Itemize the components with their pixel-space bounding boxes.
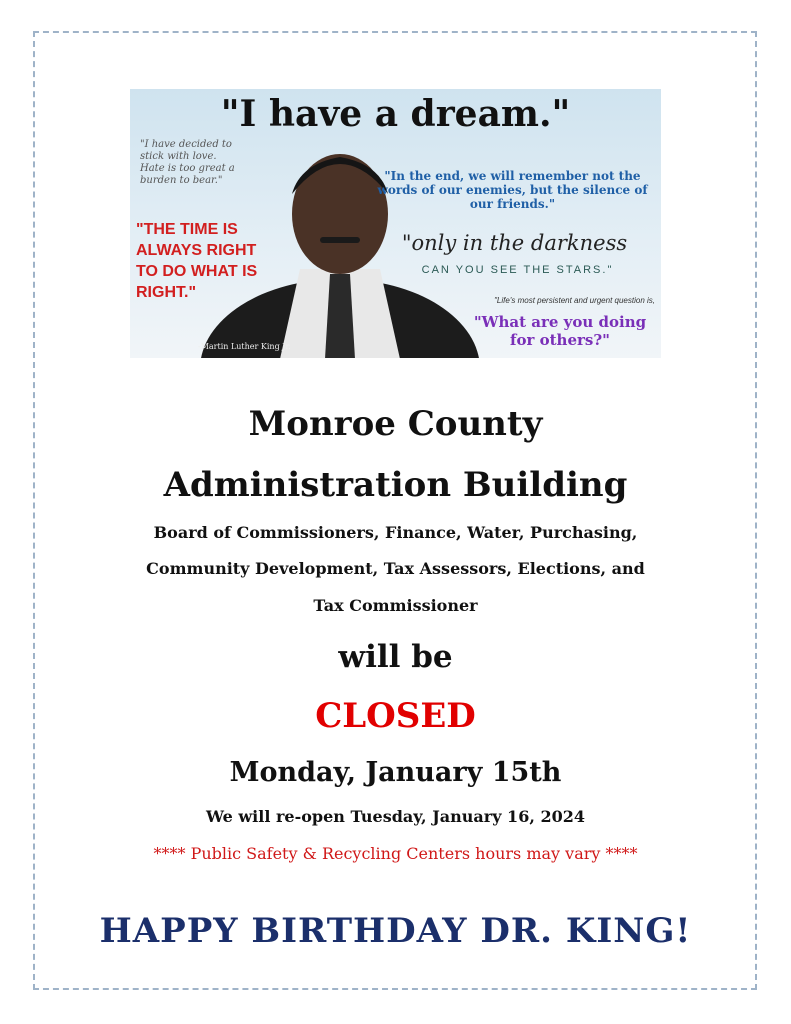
banner-life-quote: "Life's most persistent and urgent question is, [494,296,655,305]
reopen-text: We will re-open Tuesday, January 16, 2024 [205,807,585,826]
departments-line-2: Community Development, Tax Assessors, Elections, and [146,559,645,578]
heading-line-1: Monroe County [248,404,543,444]
banner-love-quote: "I have decided to stick with love. Hate is too great a burden to bear." [140,139,235,186]
banner-darkness-quote: "only in the darkness [401,231,628,255]
will-be-text: will be [338,639,453,675]
banner-title: "I have a dream." [220,93,571,135]
heading-line-2: Administration Building [163,465,628,505]
banner-blue-quote: "In the end, we will remember not the words of our enemies, but the silence of our friends." [377,169,648,211]
departments-line-1: Board of Commissioners, Finance, Water, Purchasing, [153,523,638,542]
mlk-quote-banner [130,89,661,358]
closed-text: CLOSED [315,696,476,736]
banner-signature: -Martin Luther King Jr. [198,342,291,351]
hours-note: **** Public Safety & Recycling Centers hours may vary **** [153,844,638,863]
banner-purple-quote: "What are you doing for others?" [473,313,647,349]
departments-line-3: Tax Commissioner [313,596,478,615]
closure-date: Monday, January 15th [229,757,562,788]
banner-red-quote: "THE TIME IS ALWAYS RIGHT TO DO WHAT IS RIGHT." [136,221,258,301]
birthday-message: HAPPY BIRTHDAY DR. KING! [99,911,692,951]
banner-stars-quote: CAN YOU SEE THE STARS." [421,264,614,276]
